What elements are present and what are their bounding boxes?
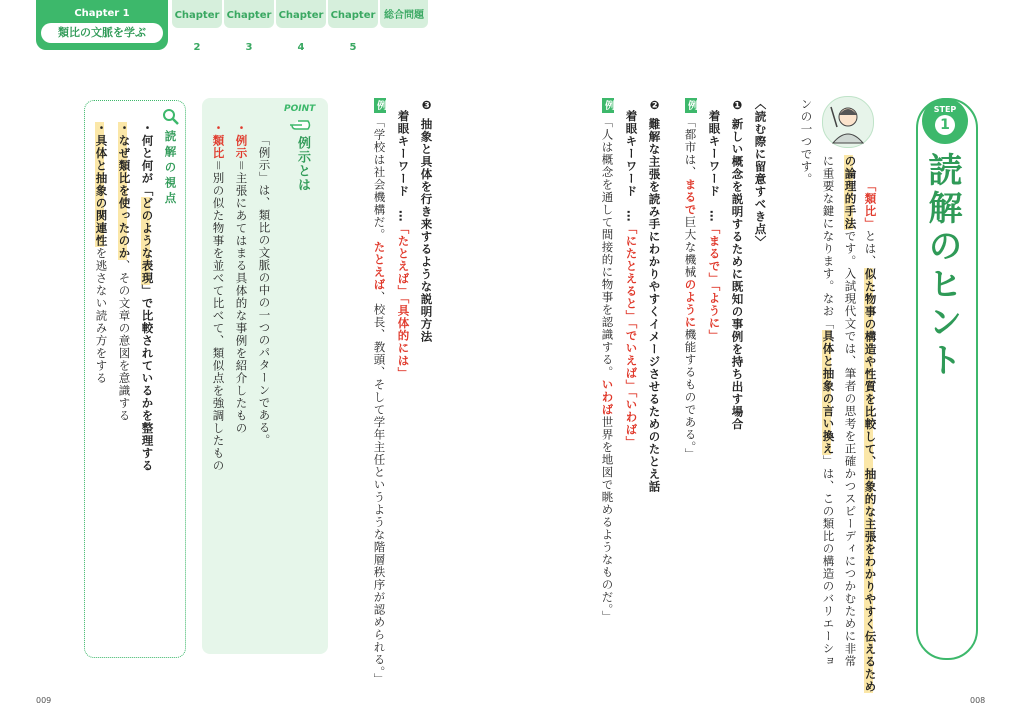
item-2-example: 例「人は概念を通して間接的に物事を認識する。いわば世界を地図で眺めるようなものだ。」	[600, 100, 615, 623]
point-line-2: ・例示＝主張にあてはまる具体的な事例を紹介したもの	[234, 122, 249, 435]
tab-chapter-1-title: 類比の文脈を学ぶ	[41, 23, 163, 43]
section-title: 〈読む際に留意すべき点〉	[753, 98, 768, 248]
tab-comprehensive[interactable]: 総合問題	[380, 0, 428, 28]
item-1-keywords: 着眼キーワード …「まるで」「ように」	[707, 110, 722, 342]
item-2-keywords: 着眼キーワード …「にたとえると」「でいえば」「いわば」	[624, 110, 639, 449]
viewpoint-title: 読解の視点	[163, 130, 178, 208]
tab-chapter-4[interactable]: Chapter 4	[276, 0, 326, 28]
point-line-3: ・類比＝別の似た物事を並べて比べて、類似点を強調したもの	[211, 122, 226, 472]
step-number: 1	[935, 115, 955, 135]
page-number-right: 008	[970, 696, 986, 705]
item-3-keywords: 着眼キーワード …「たとえば」「具体的には」	[396, 110, 411, 380]
point-title: 例示とは	[295, 136, 310, 192]
tab-chapter-1-label: Chapter 1	[74, 8, 130, 19]
intro-line-1: 「類比」とは、似た物事の構造や性質を比較して、抽象的な主張をわかりやすく伝えるため	[863, 180, 878, 693]
item-1-example: 例「都市は、まるで巨大な機械のように機能するものである。」	[683, 100, 698, 461]
viewpoint-line-3: ・具体と抽象の関連性を逃さない読み方をする	[94, 122, 109, 385]
tab-chapter-1[interactable]	[36, 0, 168, 50]
viewpoint-line-2: ・なぜ類比を使ったのか、その文章の意図を意識する	[117, 122, 132, 422]
intro-line-3: に重要な鍵になります。なお「具体と抽象の言い換え」は、この類比の構造のバリエーショ	[821, 155, 836, 668]
step-title: 読解のヒント	[922, 152, 962, 380]
point-badge: POINT	[284, 104, 316, 114]
tab-chapter-2[interactable]: Chapter 2	[172, 0, 222, 28]
magnifier-icon	[162, 108, 180, 130]
page-number-left: 009	[36, 696, 52, 705]
intro-line-4: ンの一つです。	[799, 98, 814, 186]
item-3-title: ❸ 抽象と具体を行き来するような説明方法	[419, 98, 434, 344]
viewpoint-line-1: ・何と何が「どのような表現」で比較されているかを整理する	[140, 122, 155, 472]
pointing-hand-icon	[288, 116, 312, 135]
item-1-title: ❶ 新しい概念を説明するために既知の事例を持ち出す場合	[730, 98, 745, 431]
item-2-title: ❷ 難解な主張を読み手にわかりやすくイメージさせるためのたとえ話	[647, 98, 662, 494]
step-label: STEP	[933, 105, 957, 114]
step-badge	[922, 98, 968, 144]
teacher-avatar	[822, 96, 874, 148]
point-line-1: 「例示」は、類比の文脈の中の一つのパターンである。	[257, 134, 272, 447]
intro-line-2: の論理的手法です。入試現代文では、筆者の思考を正確かつスピーディにつかむために非常	[843, 155, 858, 668]
item-3-example: 例「学校は社会機構だ。たとえば、校長、教頭、そして学年主任というような階層秩序が認められる。」	[372, 100, 387, 686]
tab-chapter-3[interactable]: Chapter 3	[224, 0, 274, 28]
tab-chapter-5[interactable]: Chapter 5	[328, 0, 378, 28]
